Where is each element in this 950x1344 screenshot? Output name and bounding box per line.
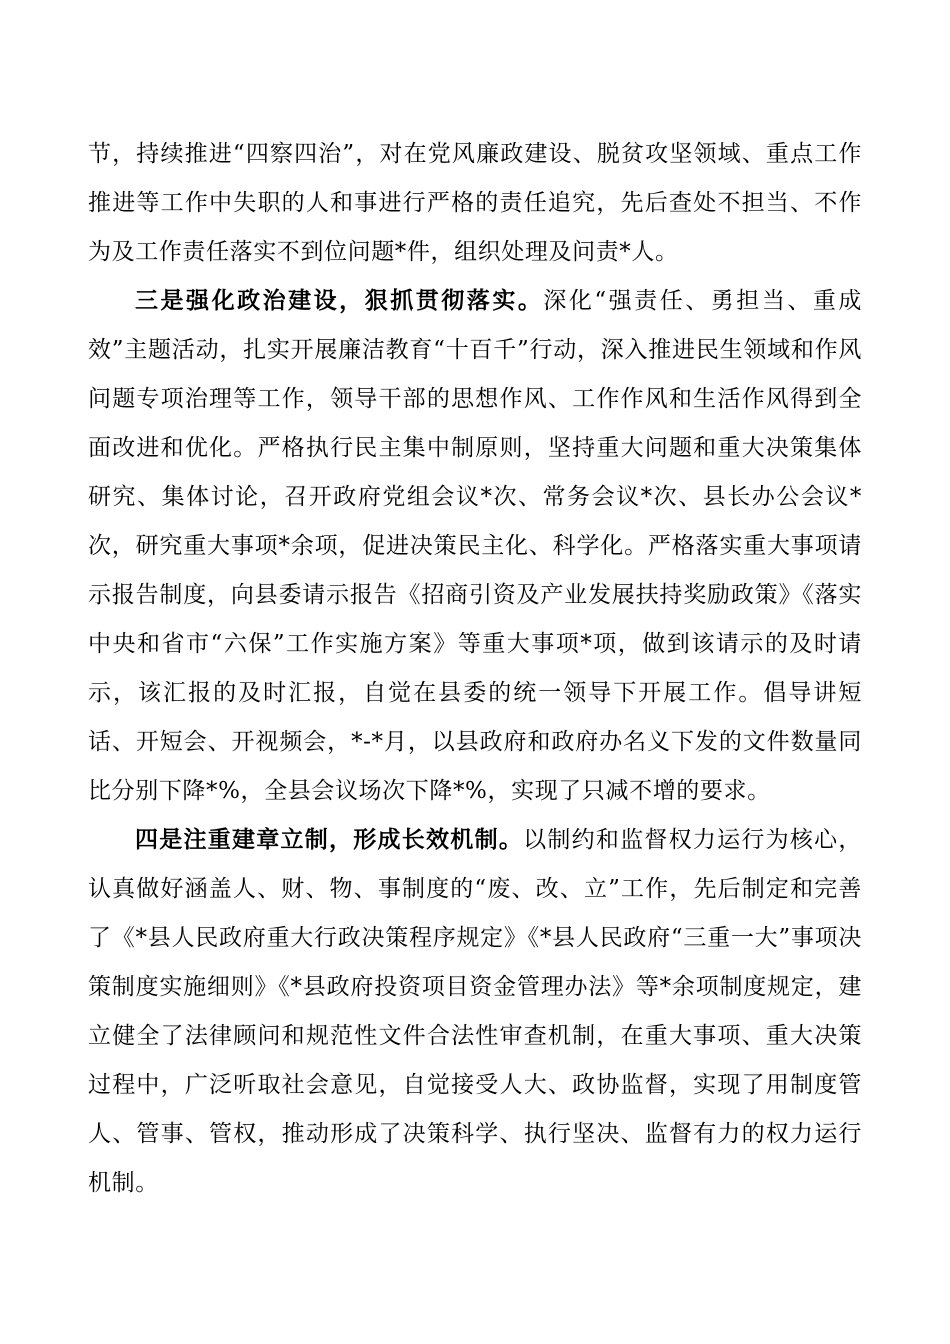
paragraph-text: 深化“强责任、勇担当、重成效”主题活动，扎实开展廉洁教育“十百千”行动，深入推进民生领域和作风问题专项治理等工作，领导干部的思想作风、工作作风和生活作风得到全面改进和优化。严格执行民主集中制原则，坚持重大问题和重大决策集体研究、集体讨论，召开政府党组会议*次、常务会议*次、县长办公会议*次，研究重大事项*余项，促进决策民主化、科学化。严格落实重大事项请示报告制度，向县委请示报告《招商引资及产业发展扶持奖励政策》《落实中央和省市“六保”工作实施方案》等重大事项*项，做到该请示的及时请示，该汇报的及时汇报，自觉在县委的统一领导下开展工作。倡导讲短话、开短会、开视频会，*-*月，以县政府和政府办名义下发的文件数量同比分别下降*%，全县会议场次下降*%，实现了只减不增的要求。 xyxy=(88,288,862,804)
paragraph-institution-building xyxy=(88,816,862,1208)
paragraph-political-building xyxy=(88,277,862,816)
paragraph-continuation xyxy=(88,130,862,277)
paragraph-text: 以制约和监督权力运行为核心，认真做好涵盖人、财、物、事制度的“废、改、立”工作，先后制定和完善了《*县人民政府重大行政决策程序规定》《*县人民政府“三重一大”事项决策制度实施细则》《*县政府投资项目资金管理办法》等*余项制度规定，建立健全了法律顾问和规范性文件合法性审查机制，在重大事项、重大决策过程中，广泛听取社会意见，自觉接受人大、政协监督，实现了用制度管人、管事、管权，推动形成了决策科学、执行坚决、监督有力的权力运行机制。 xyxy=(88,827,862,1196)
paragraph-text: 节，持续推进“四察四治”，对在党风廉政建设、脱贫攻坚领域、重点工作推进等工作中失职的人和事进行严格的责任追究，先后查处不担当、不作为及工作责任落实不到位问题*件，组织处理及问责*人。 xyxy=(88,141,862,265)
paragraph-lead-heading: 三是强化政治建设，狠抓贯彻落实。 xyxy=(135,288,544,314)
paragraph-lead-heading: 四是注重建章立制，形成长效机制。 xyxy=(135,827,524,853)
document-body xyxy=(88,130,862,1208)
